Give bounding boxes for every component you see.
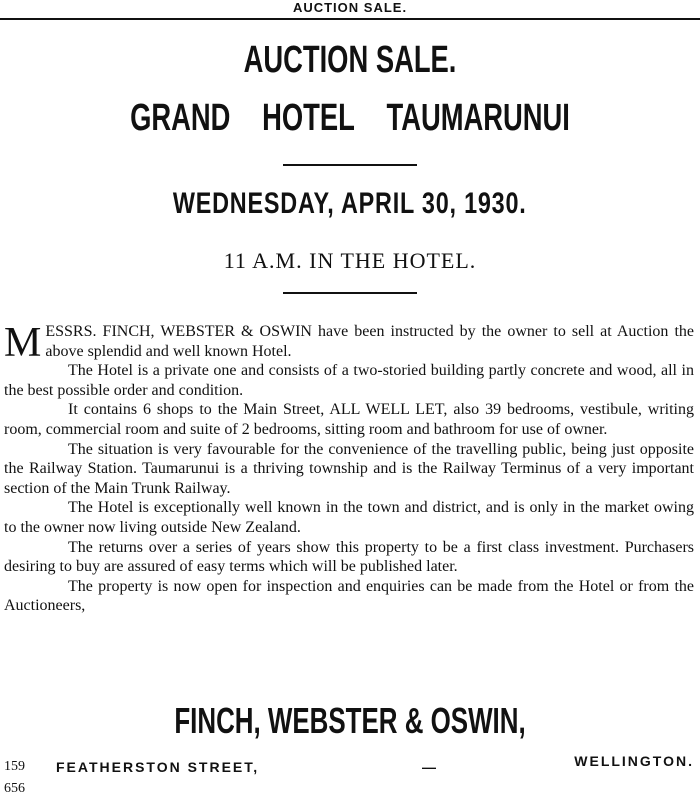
sale-date (0, 186, 700, 222)
body-paragraph: The Hotel is exceptionally well known in the town and district, and is only in the market owing to the owner now living outside New Zealand. (4, 499, 694, 536)
hotel-name-word-3: TAUMARUNUI (386, 97, 570, 139)
auctioneer-firm-text: FINCH, WEBSTER & OSWIN, (174, 700, 526, 741)
section-header (0, 0, 700, 20)
reference-number: 656 (4, 781, 25, 796)
divider-rule (283, 164, 417, 166)
body-paragraph: The situation is very favourable for the convenience of the travelling public, being just opposite the Railway Station. Taumarunui is a thriving township and is the Railway Terminus of a very important section of the Main Trunk Railway. (4, 440, 694, 497)
auctioneer-firm (0, 700, 700, 742)
body-paragraph: The returns over a series of years show this property to be a first class investment. Purchasers desiring to buy are assured of easy terms which will be published later. (4, 538, 694, 576)
body-paragraph: The property is now open for inspection and enquiries can be made from the Hotel or from the Auctioneers, (4, 577, 694, 615)
hotel-name-word-1: GRAND (130, 97, 231, 139)
hotel-name (0, 96, 700, 140)
section-header-label: AUCTION SALE. (292, 0, 408, 15)
street-number: 159 (4, 759, 25, 774)
body-paragraph: MESSRS. FINCH, WEBSTER & OSWIN have been instructed by the owner to sell at Auction the above splendid and well known Hotel. (4, 320, 694, 366)
drop-cap: M (4, 320, 42, 366)
address-dash: — (422, 759, 436, 775)
advertisement-body (4, 322, 694, 616)
sale-time: 11 A.M. IN THE HOTEL. (223, 248, 477, 273)
headline (0, 38, 700, 82)
body-paragraph: The Hotel is a private one and consists of a two-storied building partly concrete and wood, all in the best possible order and condition. (4, 362, 694, 399)
body-paragraph: It contains 6 shops to the Main Street, ALL WELL LET, also 39 bedrooms, vestibule, writing room, commercial room and suite of 2 bedrooms, sitting room and bathroom for use of owner. (4, 401, 694, 438)
divider-rule (283, 292, 417, 294)
sale-date-text: WEDNESDAY, APRIL 30, 1930. (173, 187, 527, 220)
street-name: FEATHERSTON STREET, (56, 759, 260, 775)
hotel-name-word-2: HOTEL (262, 97, 355, 139)
headline-text: AUCTION SALE. (243, 39, 457, 81)
city-name: WELLINGTON. (574, 753, 694, 769)
